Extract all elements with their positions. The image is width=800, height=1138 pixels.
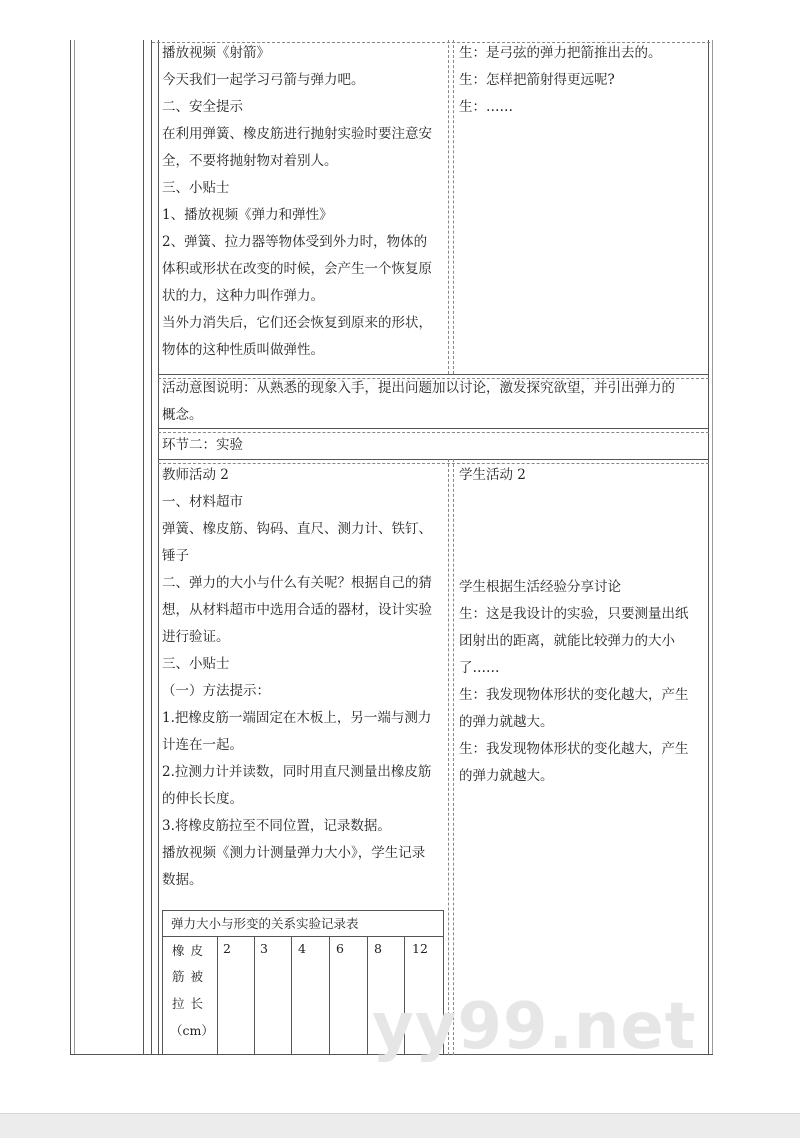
- text-line: 计连在一起。: [162, 737, 243, 753]
- text-line: 1、播放视频《弹力和弹性》: [162, 207, 333, 223]
- text-line: 活动意图说明：从熟悉的现象入手，提出问题加以讨论，激发探究欲望，并引出弹力的: [162, 380, 675, 396]
- text-line: 进行验证。: [162, 629, 230, 645]
- text-line: 播放视频《测力计测量弹力大小》，学生记录: [162, 845, 426, 861]
- text-line: 状的力，这种力叫作弹力。: [162, 288, 324, 304]
- text-line: 的伸长长度。: [162, 791, 243, 807]
- text-line: （一）方法提示：: [162, 683, 270, 699]
- text-line: 了……: [459, 660, 500, 676]
- text-line: 弹簧、橡皮筋、钩码、直尺、测力计、铁钉、: [162, 521, 432, 537]
- text-line: 2.拉测力计并读数，同时用直尺测量出橡皮筋: [162, 764, 432, 780]
- text-line: 物体的这种性质叫做弹性。: [162, 342, 324, 358]
- table-cell: 8: [374, 941, 382, 956]
- viewer-bottom-bar: [0, 1113, 800, 1138]
- text-line: 的弹力就越大。: [459, 714, 554, 730]
- text-line: 一、材料超市: [162, 494, 243, 510]
- row-header-line: 筋 被: [172, 969, 204, 984]
- text-line: 团射出的距离，就能比较弹力的大小: [459, 633, 675, 649]
- text-line: 生：怎样把箭射得更远呢?: [459, 72, 615, 88]
- table-cell: 3: [260, 941, 268, 956]
- text-line: 二、安全提示: [162, 99, 243, 115]
- text-line: 体积或形状在改变的时候，会产生一个恢复原: [162, 261, 432, 277]
- text-line: 2、弹簧、拉力器等物体受到外力时，物体的: [162, 234, 428, 250]
- text-line: 学生根据生活经验分享讨论: [459, 579, 621, 595]
- text-line: 教师活动 2: [162, 467, 229, 483]
- text-line: 播放视频《射箭》: [162, 45, 270, 61]
- text-line: 生：我发现物体形状的变化越大，产生: [459, 687, 689, 703]
- text-line: 1.把橡皮筋一端固定在木板上，另一端与测力: [162, 710, 432, 726]
- text-line: 的弹力就越大。: [459, 768, 554, 784]
- record-table-title: 弹力大小与形变的关系实验记录表: [171, 916, 359, 931]
- section-title: 环节二：实验: [162, 437, 243, 453]
- text-line: 生：是弓弦的弹力把箭推出去的。: [459, 45, 662, 61]
- row-header-line: 橡 皮: [172, 943, 204, 958]
- text-line: 二、弹力的大小与什么有关呢？根据自己的猜: [162, 575, 432, 591]
- table-cell: 6: [336, 941, 344, 956]
- text-line: 当外力消失后，它们还会恢复到原来的形状，: [162, 315, 432, 331]
- text-line: 生：……: [459, 99, 513, 115]
- text-line: 3.将橡皮筋拉至不同位置，记录数据。: [162, 818, 391, 834]
- table-cell: 2: [223, 941, 231, 956]
- text-line: 今天我们一起学习弓箭与弹力吧。: [162, 72, 365, 88]
- text-line: 概念。: [162, 407, 203, 423]
- text-line: 想，从材料超市中选用合适的器材，设计实验: [162, 602, 432, 618]
- text-line: 生：我发现物体形状的变化越大，产生: [459, 741, 689, 757]
- text-line: 数据。: [162, 872, 203, 888]
- text-line: 生：这是我设计的实验，只要测量出纸: [459, 606, 689, 622]
- row-header-line: 拉 长: [172, 996, 204, 1011]
- text-line: 锤子: [162, 548, 189, 564]
- table-cell: 12: [412, 941, 428, 956]
- text-line: 在利用弹簧、橡皮筋进行抛射实验时要注意安: [162, 126, 432, 142]
- text-line: 三、小贴士: [162, 180, 230, 196]
- watermark: yy99.net: [372, 990, 697, 1064]
- table-cell: 4: [298, 941, 306, 956]
- text-line: 全，不要将抛射物对着别人。: [162, 153, 338, 169]
- column-title: 学生活动 2: [459, 467, 526, 483]
- text-line: 三、小贴士: [162, 656, 230, 672]
- row-header-line: （cm）: [170, 1023, 214, 1038]
